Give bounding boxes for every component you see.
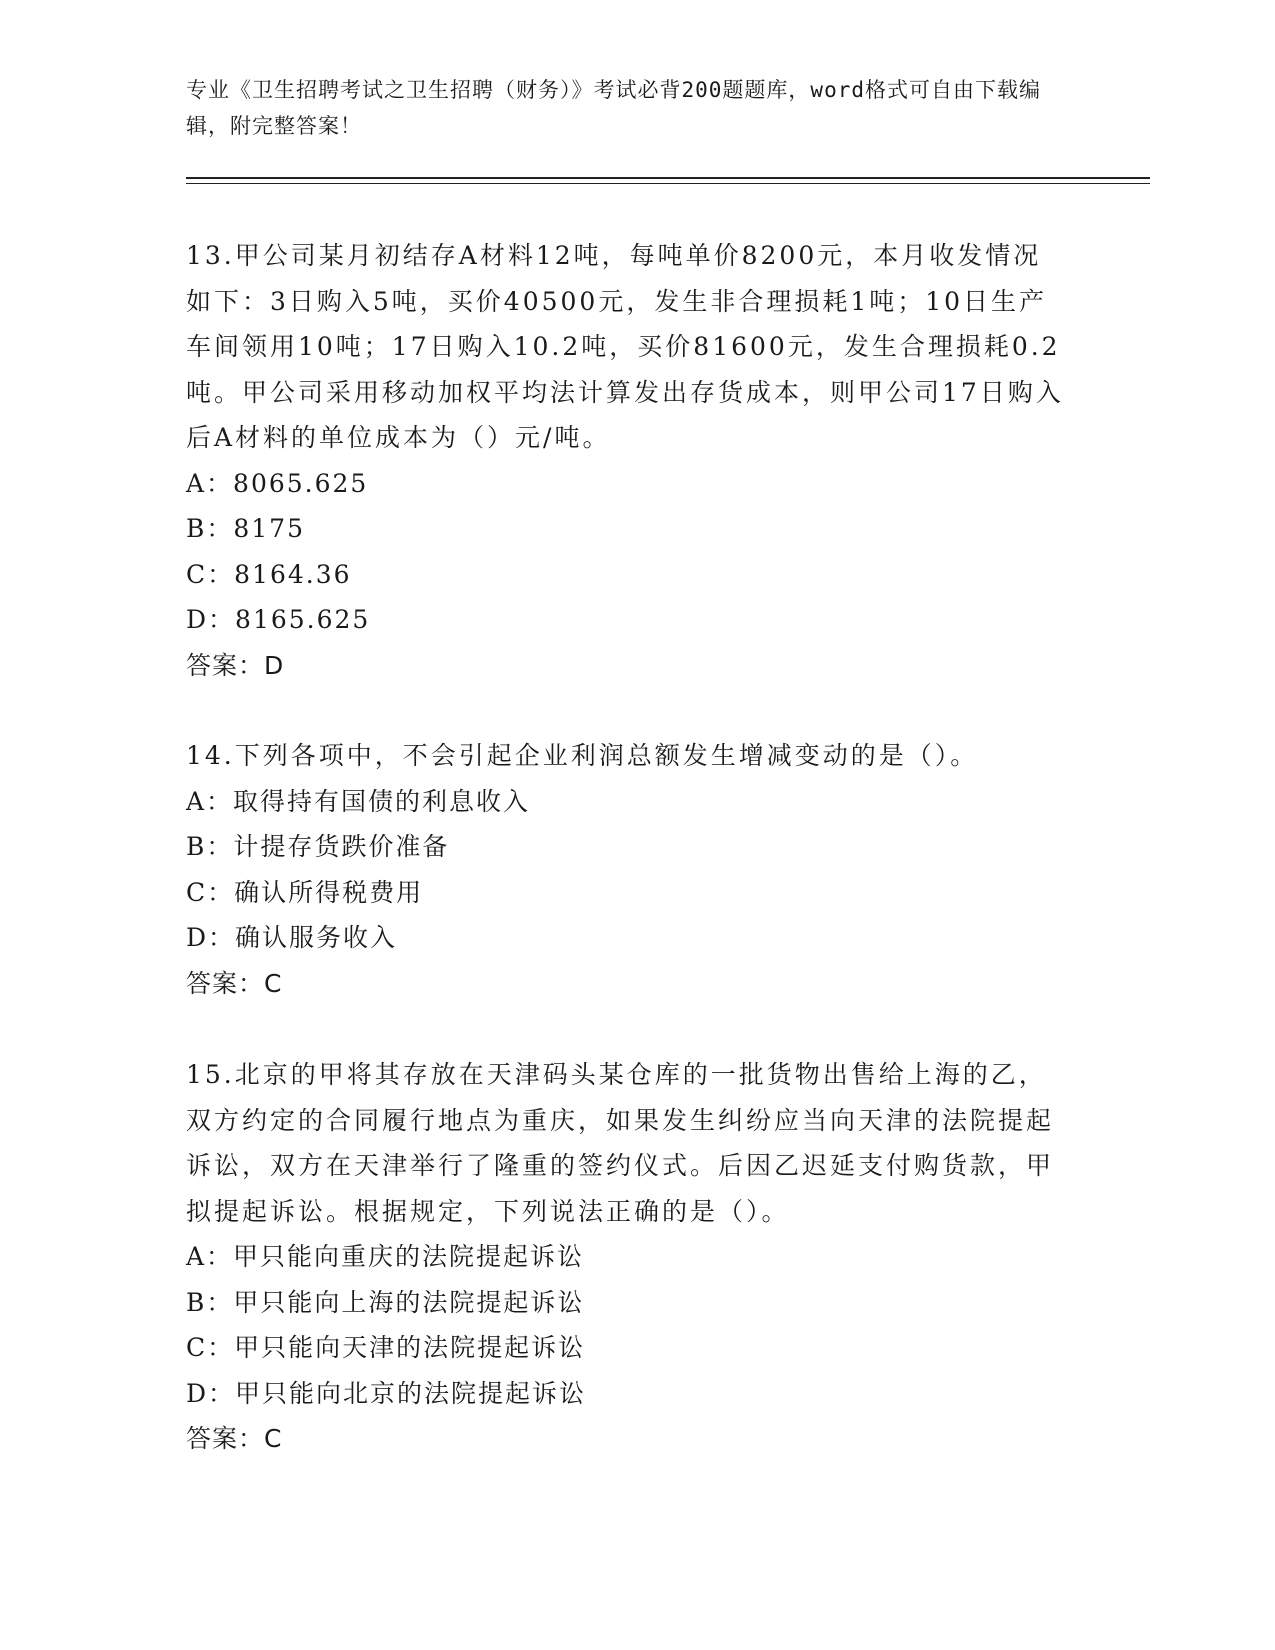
option-b: B：计提存货跌价准备	[186, 832, 450, 861]
question-13	[186, 233, 1066, 688]
option-d: D：甲只能向北京的法院提起诉讼	[186, 1378, 587, 1408]
option-a: A：取得持有国债的利息收入	[186, 786, 531, 816]
option-c: C：确认所得税费用	[186, 877, 424, 907]
header-divider-thick	[186, 177, 1150, 179]
option-a: A：甲只能向重庆的法院提起诉讼	[186, 1242, 585, 1271]
option-b: B：甲只能向上海的法院提起诉讼	[186, 1287, 585, 1317]
question-stem: 14.下列各项中，不会引起企业利润总额发生增减变动的是（）。	[186, 741, 979, 770]
question-stem: 15.北京的甲将其存放在天津码头某仓库的一批货物出售给上海的乙，双方约定的合同履行地点为重庆，如果发生纠纷应当向天津的法院提起诉讼，双方在天津举行了隆重的签约仪式。后因乙迟延支付购货款，甲拟提起诉讼。根据规定，下列说法正确的是（）。	[186, 1060, 1055, 1226]
option-d: D：8165.625	[186, 605, 371, 634]
answer-line: 答案：C	[186, 1424, 283, 1453]
answer-line: 答案：D	[186, 650, 285, 680]
document-header: 专业《卫生招聘考试之卫生招聘（财务）》考试必背200题题库，word格式可自由下载编辑，附完整答案！	[186, 78, 1041, 138]
option-c: C：甲只能向天津的法院提起诉讼	[186, 1333, 586, 1362]
question-15	[186, 1052, 1066, 1462]
option-d: D：确认服务收入	[186, 923, 398, 952]
question-stem: 13.甲公司某月初结存A材料12吨，每吨单价8200元，本月收发情况如下：3日购入5吨，买价40500元，发生非合理损耗1吨；10日生产车间领用10吨；17日购入10.2吨，买价81600元，发生合理损耗0.2吨。甲公司采用移动加权平均法计算发出存货成本，则甲公司17日购入后A材料的单位成本为（）元/吨。	[186, 241, 1064, 452]
option-a: A：8065.625	[186, 468, 369, 498]
answer-line: 答案：C	[186, 968, 283, 998]
option-b: B：8175	[186, 514, 305, 543]
question-14	[186, 733, 1066, 1006]
option-c: C：8164.36	[186, 559, 352, 589]
header-divider-thin	[186, 183, 1150, 184]
